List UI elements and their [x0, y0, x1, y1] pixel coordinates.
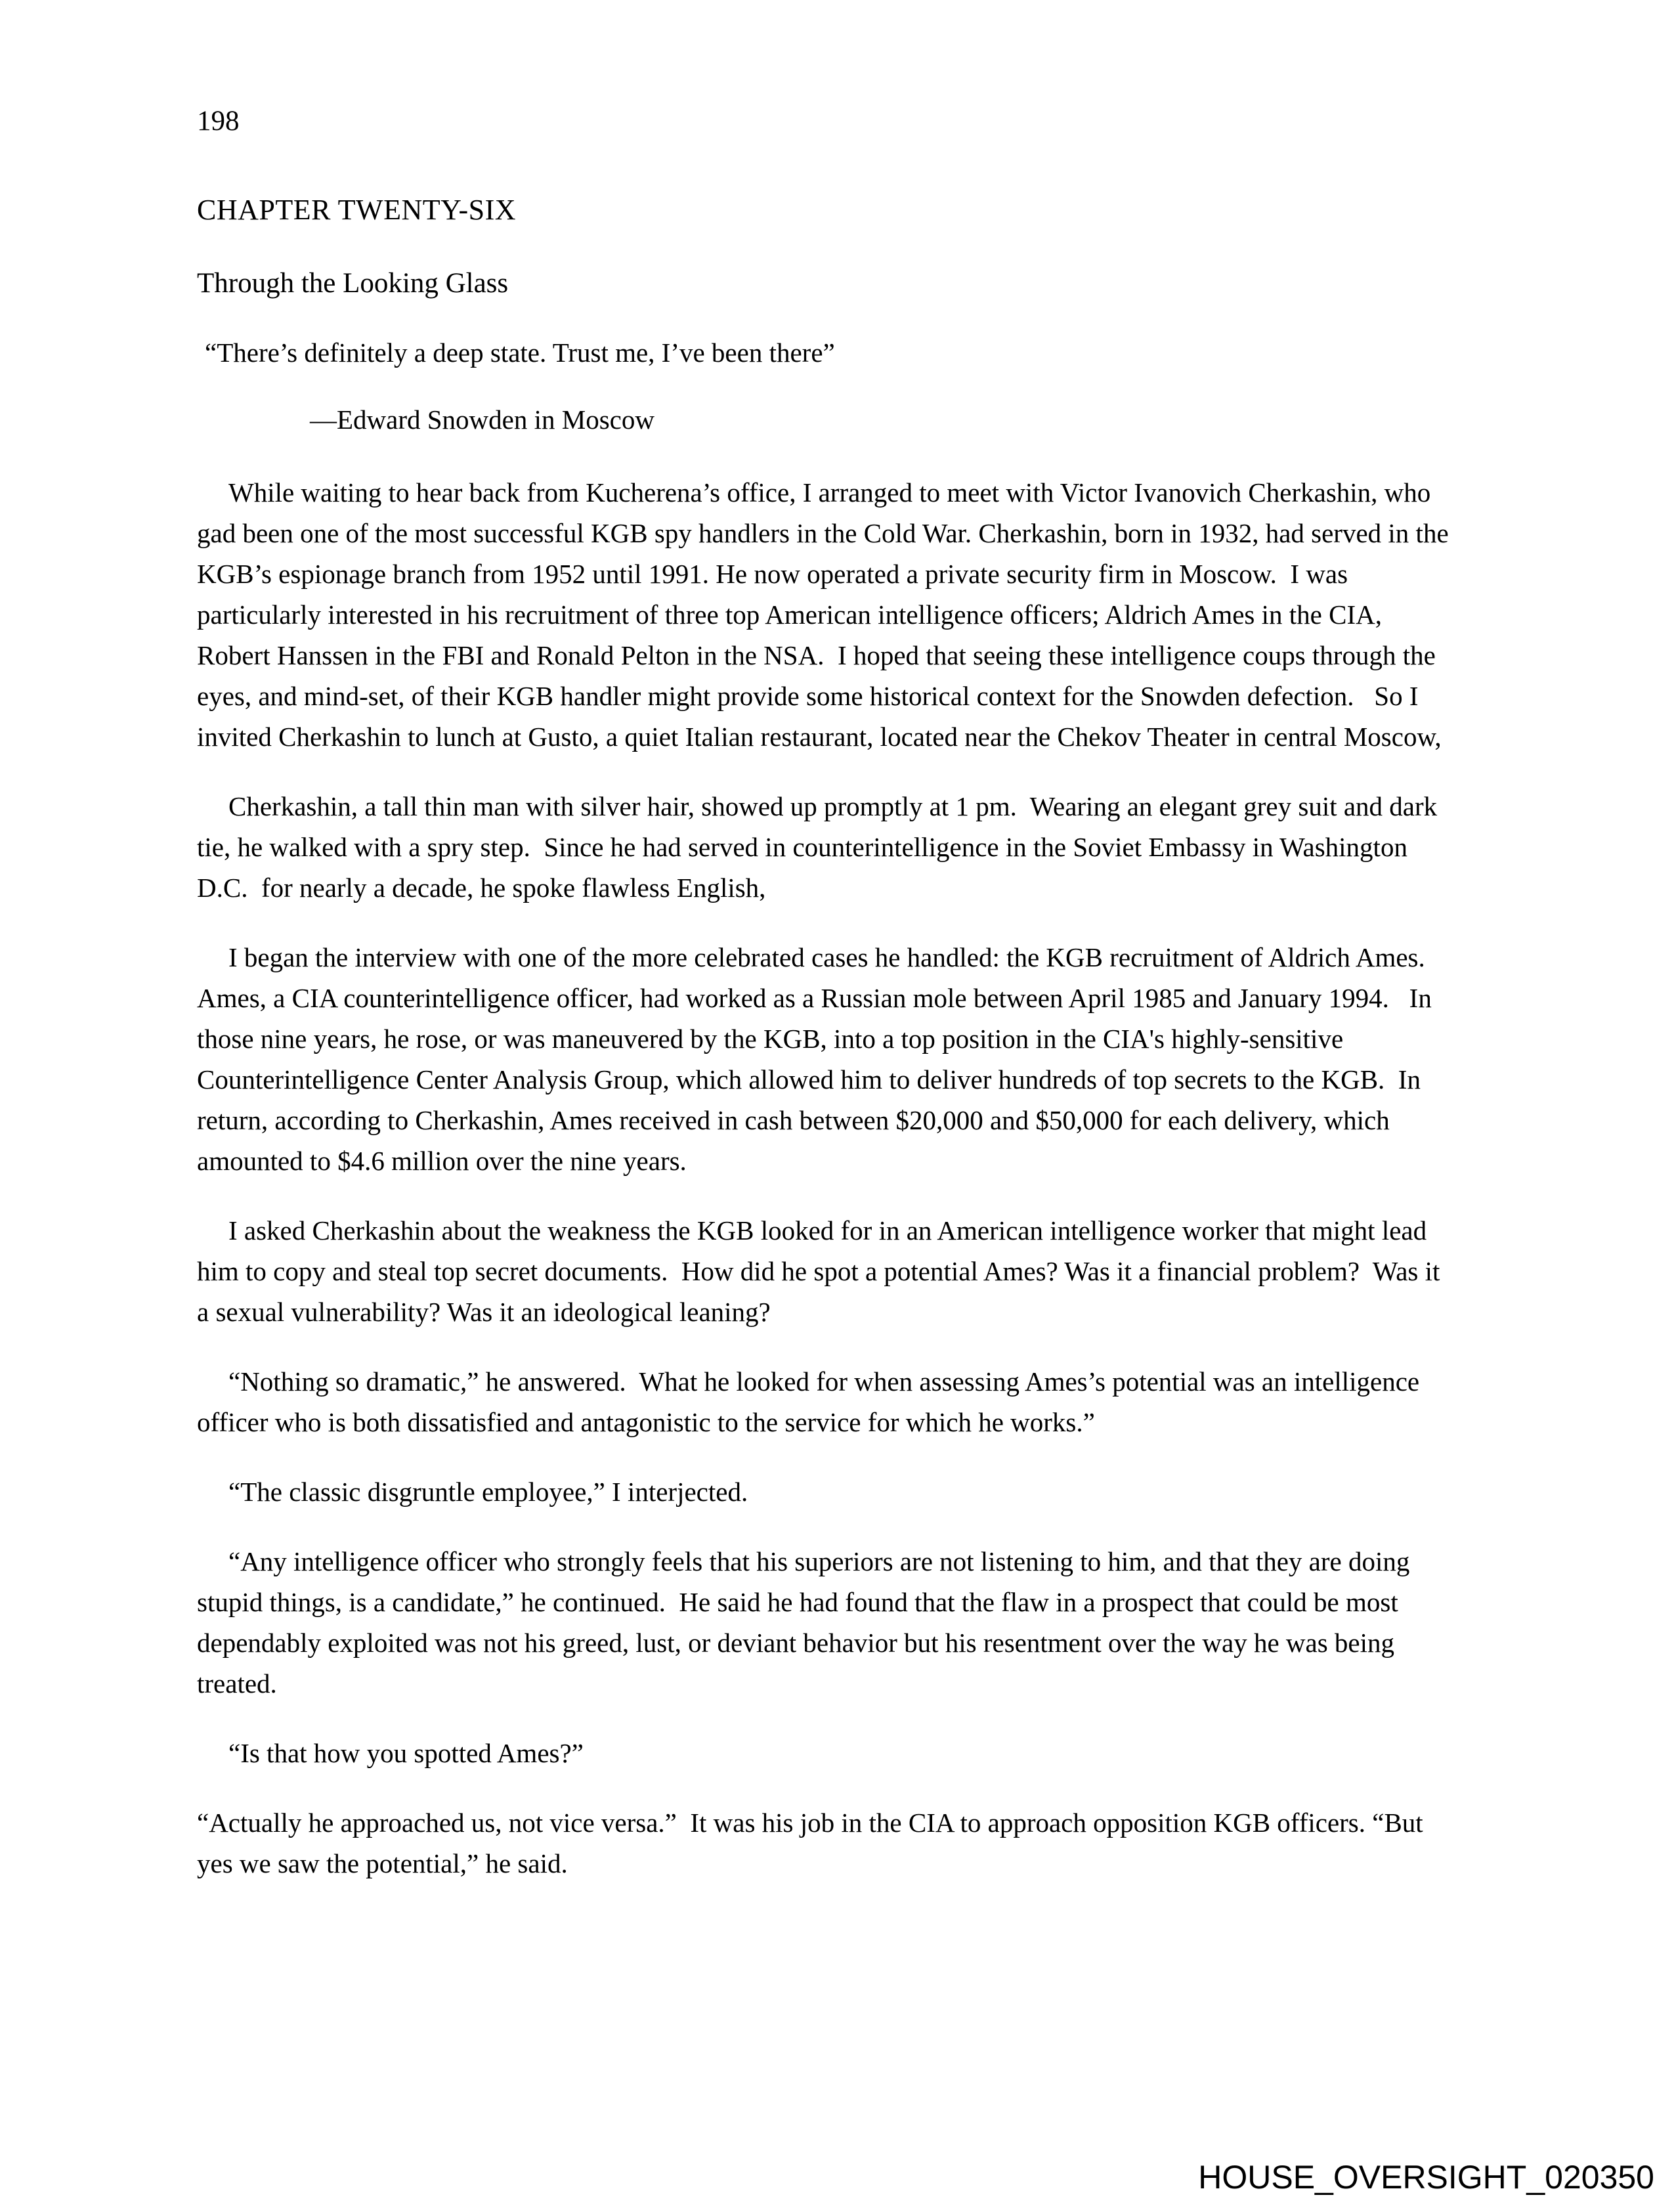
epigraph-attribution: —Edward Snowden in Moscow	[310, 404, 655, 435]
paragraph-1: While waiting to hear back from Kucherena’s office, I arranged to meet with Victor Ivanovich Cherkashin, who gad been one of the most successful KGB spy handlers in the Cold War. Cherkashin, born in 1932, had served in the KGB’s espionage branch from 1952 until 1991. He now operated a private security firm in Moscow. I was particularly interested in his recruitment of three top American intelligence officers; Aldrich Ames in the CIA, Robert Hanssen in the FBI and Ronald Pelton in the NSA. I hoped that seeing these intelligence coups through the eyes, and mind-set, of their KGB handler might provide some historical context for the Snowden defection. So I invited Cherkashin to lunch at Gusto, a quiet Italian restaurant, located near the Chekov Theater in central Moscow,	[197, 477, 1455, 752]
page-content	[197, 105, 1455, 1913]
chapter-title: Through the Looking Glass	[197, 268, 509, 299]
paragraph-3: I began the interview with one of the more celebrated cases he handled: the KGB recruitment of Aldrich Ames. Ames, a CIA counterintelligence officer, had worked as a Russian mole between April 1985 and January 1994. In those nine years, he rose, or was maneuvered by the KGB, into a top position in the CIA's highly-sensitive Counterintelligence Center Analysis Group, which allowed him to deliver hundreds of top secrets to the KGB. In return, according to Cherkashin, Ames received in cash between $20,000 and $50,000 for each delivery, which amounted to $4.6 million over the nine years.	[197, 942, 1439, 1176]
paragraph-2: Cherkashin, a tall thin man with silver hair, showed up promptly at 1 pm. Wearing an elegant grey suit and dark tie, he walked with a spry step. Since he had served in counterintelligence in the Soviet Embassy in Washington D.C. for nearly a decade, he spoke flawless English,	[197, 791, 1444, 903]
paragraph-7: “Any intelligence officer who strongly feels that his superiors are not listening to him, and that they are doing stupid things, is a candidate,” he continued. He said he had found that the flaw in a prospect that could be most dependably exploited was not his greed, lust, or deviant behavior but his resentment over the way he was being treated.	[197, 1546, 1417, 1699]
paragraph-9: “Actually he approached us, not vice versa.” It was his job in the CIA to approach opposition KGB officers. “But yes we saw the potential,” he said.	[197, 1808, 1430, 1878]
paragraph-5: “Nothing so dramatic,” he answered. What he looked for when assessing Ames’s potential was an intelligence officer who is both dissatisfied and antagonistic to the service for which he works.”	[197, 1366, 1427, 1437]
page-number: 198	[197, 106, 240, 137]
paragraph-6: “The classic disgruntle employee,” I interjected.	[228, 1477, 748, 1507]
epigraph-quote: “There’s definitely a deep state. Trust me, I’ve been there”	[205, 337, 835, 368]
paragraph-8: “Is that how you spotted Ames?”	[228, 1738, 584, 1768]
paragraph-4: I asked Cherkashin about the weakness the KGB looked for in an American intelligence worker that might lead him to copy and steal top secret documents. How did he spot a potential Ames? Was it a financial problem? Was it a sexual vulnerability? Was it an ideological leaning?	[197, 1215, 1447, 1327]
chapter-heading: CHAPTER TWENTY-SIX	[197, 194, 517, 226]
bates-number: HOUSE_OVERSIGHT_020350	[1198, 2159, 1654, 2196]
